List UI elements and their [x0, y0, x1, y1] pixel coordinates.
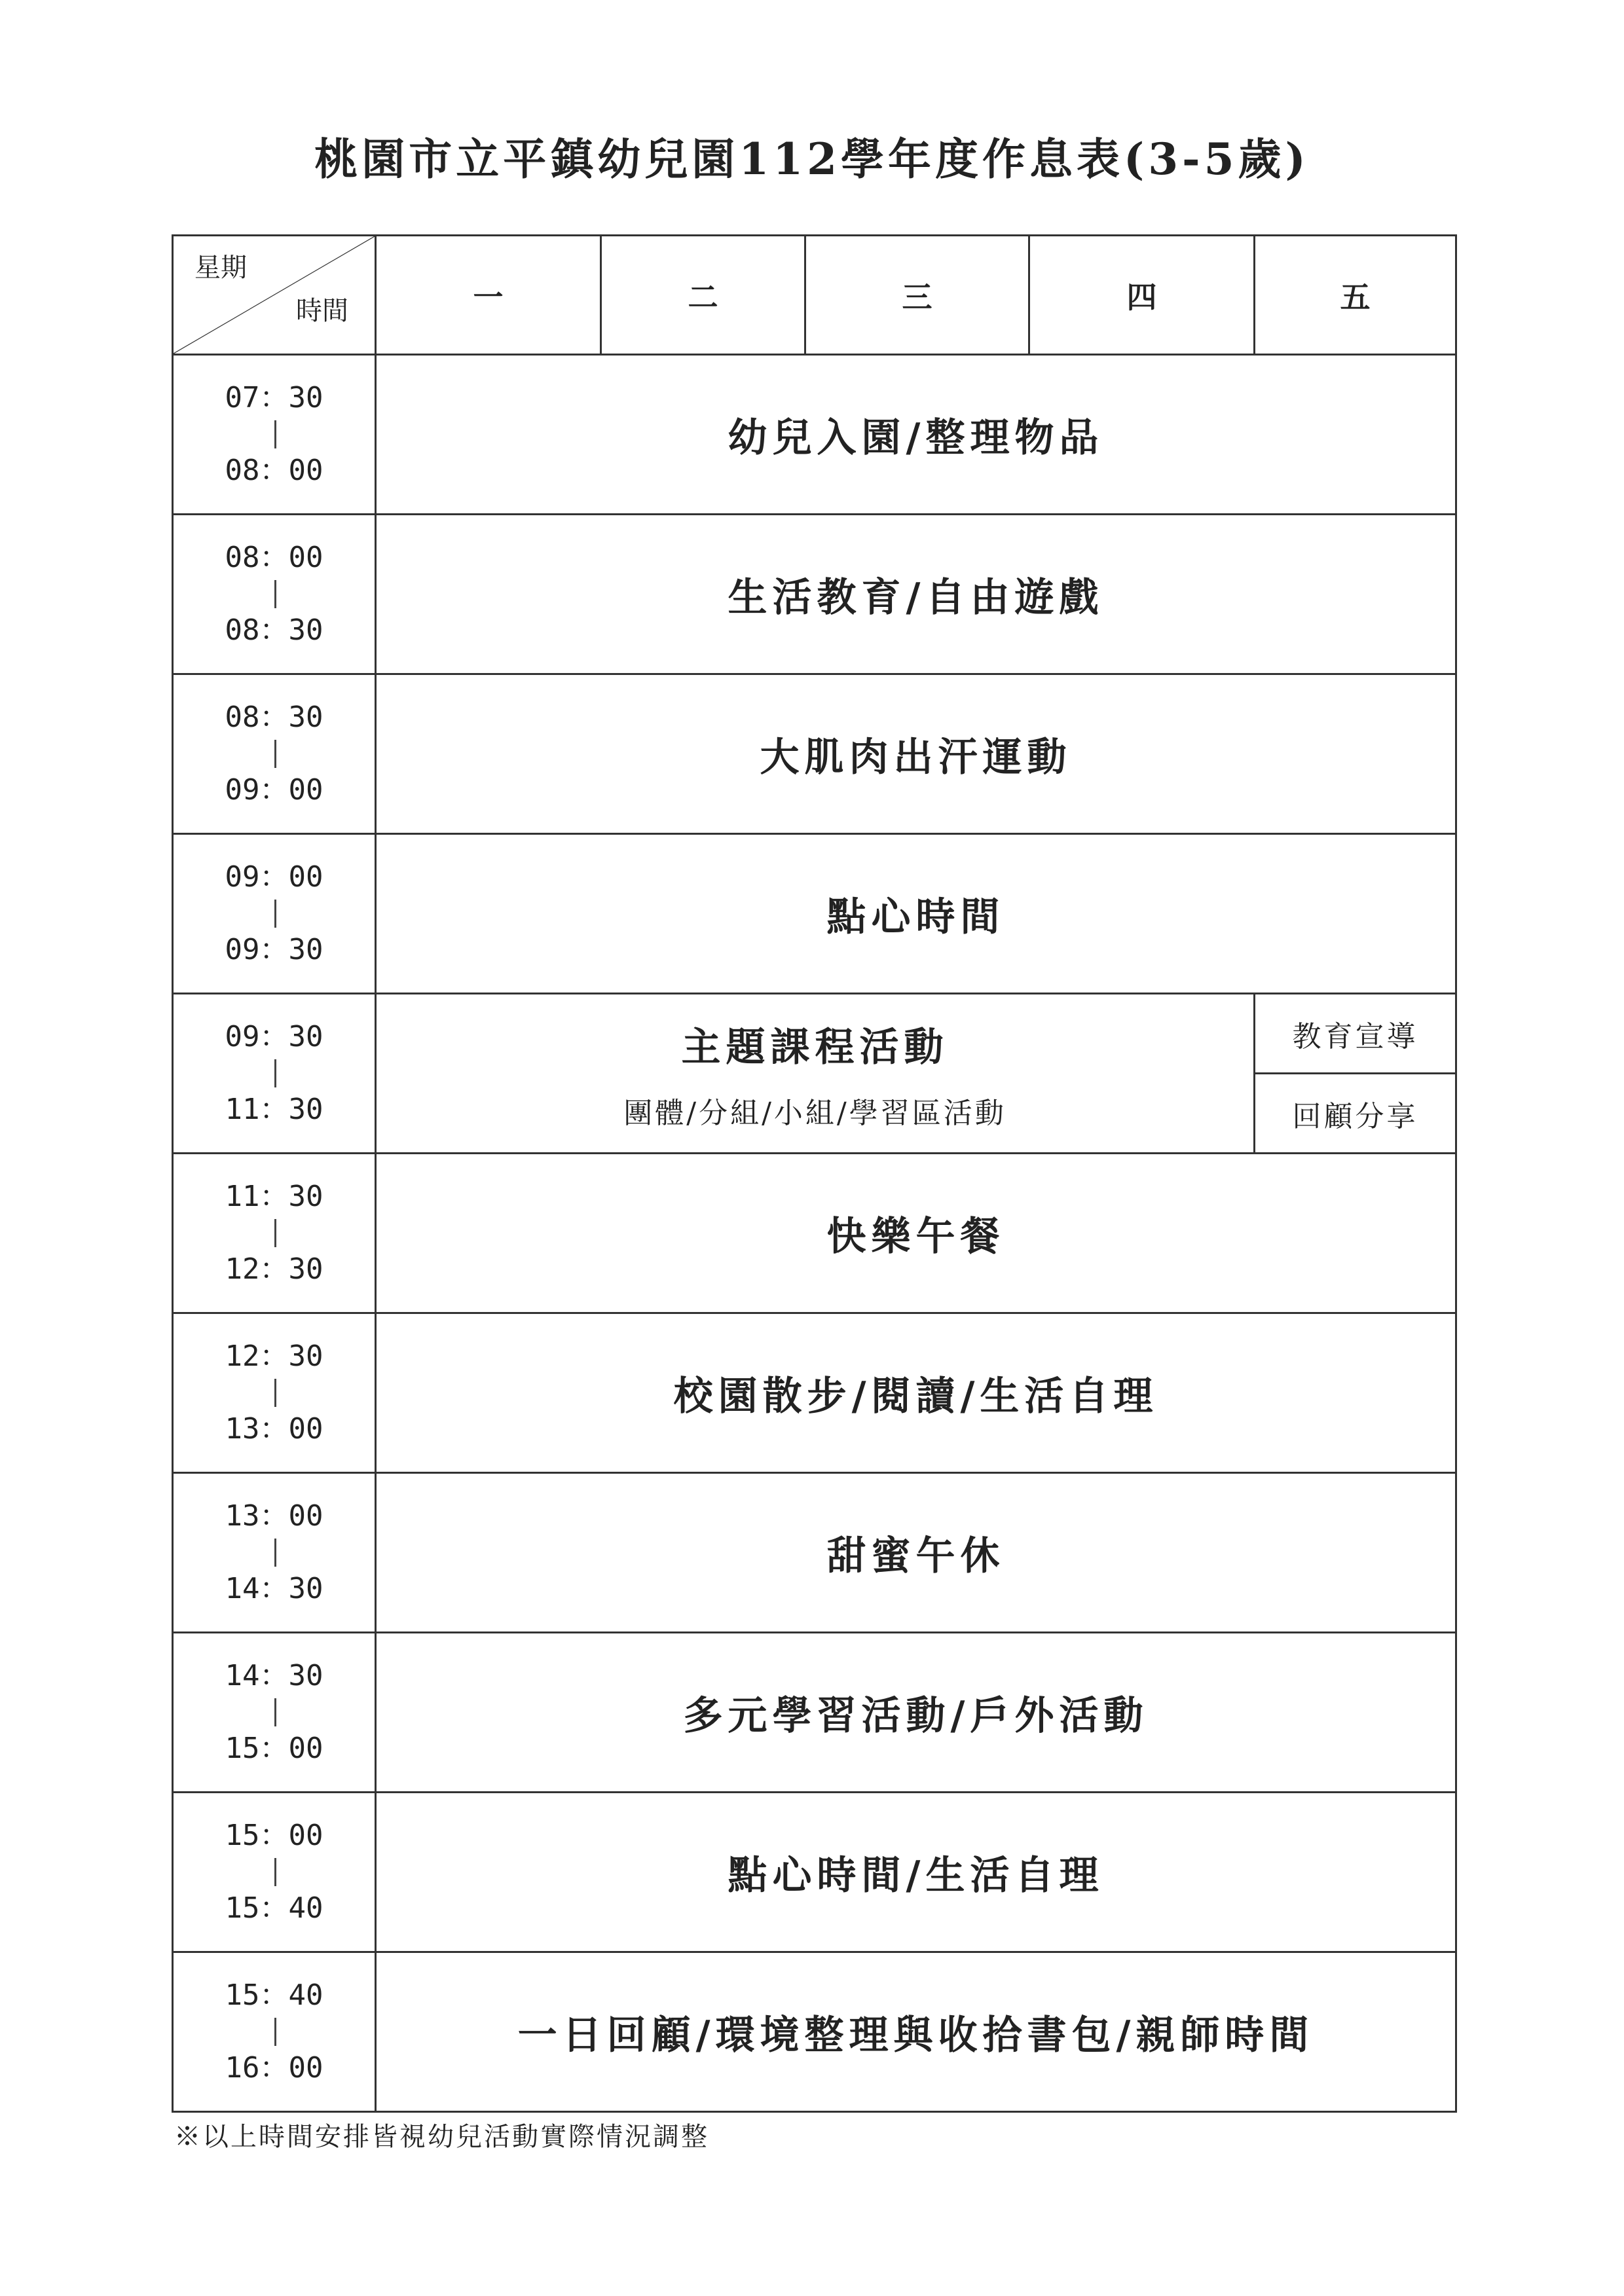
end-time: 08：00	[225, 454, 323, 488]
corner-time-label: 時間	[296, 296, 348, 326]
schedule-row	[173, 515, 1456, 674]
end-time: 13：00	[225, 1412, 323, 1446]
start-time: 09：00	[225, 860, 323, 894]
schedule-row	[173, 834, 1456, 994]
page-title: 桃園市立平鎮幼兒園112學年度作息表(3-5歲)	[314, 134, 1310, 185]
end-time: 15：00	[225, 1732, 323, 1766]
time-separator	[174, 416, 375, 453]
friday-activity-top: 教育宣導	[1255, 994, 1456, 1074]
time-slot-cell	[173, 994, 376, 1154]
schedule-row	[173, 1633, 1456, 1793]
end-time: 09：00	[225, 773, 323, 807]
start-time: 11：30	[225, 1180, 323, 1214]
schedule-row	[173, 994, 1456, 1074]
time-slot-cell	[173, 1793, 376, 1952]
time-slot-cell	[173, 1154, 376, 1313]
start-time: 13：00	[225, 1499, 323, 1533]
day-header-fri: 五	[1255, 236, 1456, 355]
time-separator	[174, 2013, 375, 2050]
time-slot-cell	[173, 1473, 376, 1633]
activity-cell: 生活教育/自由遊戲	[376, 515, 1456, 674]
time-separator	[174, 575, 375, 613]
schedule-row	[173, 1473, 1456, 1633]
end-time: 12：30	[225, 1252, 323, 1286]
start-time: 12：30	[225, 1339, 323, 1374]
activity-title: 主題課程活動	[681, 1024, 949, 1070]
schedule-row	[173, 1313, 1456, 1473]
activity-cell-theme	[376, 994, 1255, 1154]
time-separator	[174, 1214, 375, 1252]
time-separator	[174, 895, 375, 932]
activity-cell: 幼兒入園/整理物品	[376, 355, 1456, 515]
activity-cell: 多元學習活動/戶外活動	[376, 1633, 1456, 1793]
corner-weekday-label: 星期	[194, 253, 247, 283]
header-row	[173, 236, 1456, 355]
start-time: 15：00	[225, 1819, 323, 1853]
end-time: 11：30	[225, 1093, 323, 1127]
activity-cell: 點心時間	[376, 834, 1456, 994]
corner-header-cell	[173, 236, 376, 355]
start-time: 08：30	[225, 701, 323, 735]
time-separator	[174, 1853, 375, 1891]
schedule-table	[172, 234, 1455, 2108]
day-header-tue: 二	[601, 236, 805, 355]
start-time: 14：30	[225, 1659, 323, 1693]
day-header-mon: 一	[376, 236, 601, 355]
time-separator	[174, 1694, 375, 1731]
end-time: 08：30	[225, 613, 323, 647]
schedule-row	[173, 674, 1456, 834]
end-time: 15：40	[225, 1891, 323, 1925]
time-slot-cell	[173, 834, 376, 994]
schedule-row	[173, 1793, 1456, 1952]
start-time: 08：00	[225, 541, 323, 575]
time-slot-cell	[173, 1952, 376, 2112]
activity-cell: 一日回顧/環境整理與收拾書包/親師時間	[376, 1952, 1456, 2112]
footnote: ※以上時間安排皆視幼兒活動實際情況調整	[174, 2122, 709, 2152]
activity-cell: 大肌肉出汗運動	[376, 674, 1456, 834]
schedule-row	[173, 355, 1456, 515]
time-slot-cell	[173, 1313, 376, 1473]
time-slot-cell	[173, 515, 376, 674]
time-separator	[174, 735, 375, 773]
time-separator	[174, 1374, 375, 1412]
time-separator	[174, 1534, 375, 1571]
start-time: 09：30	[225, 1020, 323, 1054]
time-separator	[174, 1055, 375, 1092]
time-slot-cell	[173, 355, 376, 515]
activity-cell: 點心時間/生活自理	[376, 1793, 1456, 1952]
start-time: 15：40	[225, 1978, 323, 2013]
activity-cell: 甜蜜午休	[376, 1473, 1456, 1633]
time-slot-cell	[173, 1633, 376, 1793]
activity-cell: 校園散步/閱讀/生活自理	[376, 1313, 1456, 1473]
end-time: 14：30	[225, 1572, 323, 1606]
activity-cell: 快樂午餐	[376, 1154, 1456, 1313]
end-time: 16：00	[225, 2051, 323, 2085]
end-time: 09：30	[225, 933, 323, 967]
activity-subtitle: 團體/分組/小組/學習區活動	[623, 1096, 1006, 1130]
friday-activity-bottom: 回顧分享	[1255, 1074, 1456, 1154]
schedule-row	[173, 1154, 1456, 1313]
time-slot-cell	[173, 674, 376, 834]
day-header-wed: 三	[805, 236, 1029, 355]
schedule-row	[173, 1952, 1456, 2112]
day-header-thu: 四	[1029, 236, 1255, 355]
start-time: 07：30	[225, 381, 323, 415]
